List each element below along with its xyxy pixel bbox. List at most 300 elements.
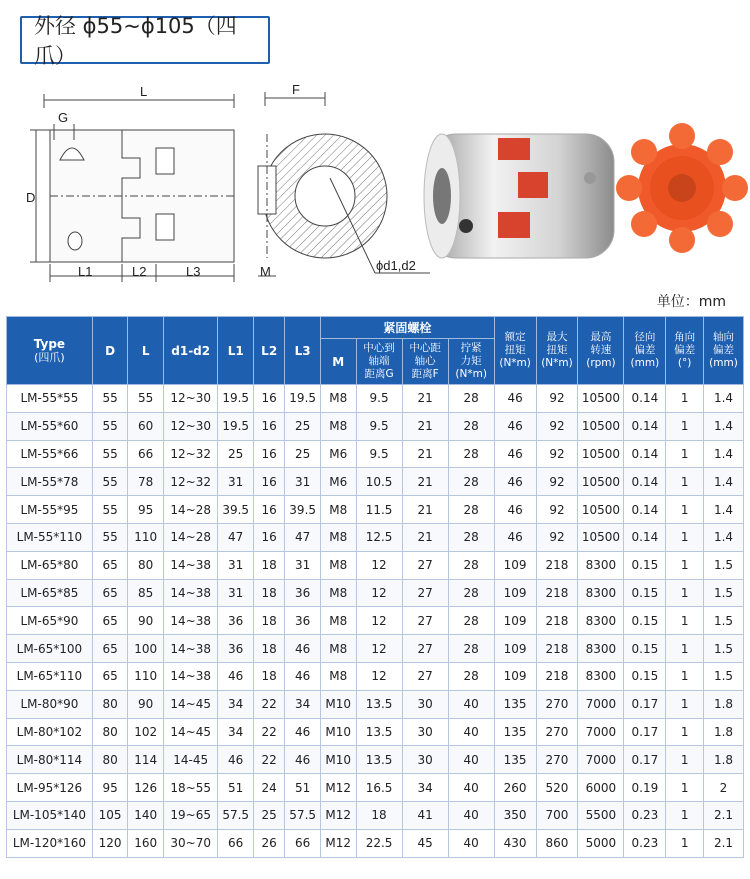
table-cell: 30 (402, 746, 448, 774)
table-cell: 9.5 (356, 412, 402, 440)
table-cell: 95 (128, 496, 164, 524)
table-cell: 18 (253, 607, 284, 635)
table-cell: 36 (285, 579, 321, 607)
label-L1: L1 (78, 264, 93, 279)
table-cell: 46 (285, 662, 321, 690)
table-cell: 7000 (578, 718, 624, 746)
table-cell: 14-45 (163, 746, 217, 774)
table-cell: M12 (320, 801, 356, 829)
col-header-L1: L1 (218, 317, 254, 385)
table-cell: 14~38 (163, 607, 217, 635)
table-cell: 46 (285, 718, 321, 746)
table-cell: 1 (666, 801, 704, 829)
table-cell: M8 (320, 412, 356, 440)
table-cell: 51 (218, 774, 254, 802)
table-cell: 100 (128, 635, 164, 663)
table-cell: 31 (218, 551, 254, 579)
table-cell: 109 (494, 579, 536, 607)
table-cell: 30 (402, 718, 448, 746)
table-cell: 92 (536, 496, 578, 524)
col-header-angular-dev: 角向 偏差 (°) (666, 317, 704, 385)
table-cell: 27 (402, 635, 448, 663)
table-cell: 860 (536, 829, 578, 857)
table-cell: 10500 (578, 440, 624, 468)
table-cell: 46 (494, 523, 536, 551)
table-row (7, 829, 744, 857)
table-cell: 39.5 (218, 496, 254, 524)
table-cell: 28 (448, 523, 494, 551)
table-row (7, 523, 744, 551)
table-cell: 10500 (578, 468, 624, 496)
table-cell: 21 (402, 440, 448, 468)
table-cell: 57.5 (218, 801, 254, 829)
table-cell: LM-65*80 (7, 551, 93, 579)
table-cell: 19.5 (218, 412, 254, 440)
col-header-L: L (128, 317, 164, 385)
table-cell: 12 (356, 551, 402, 579)
table-cell: 14~38 (163, 579, 217, 607)
end-view-drawing (258, 92, 430, 276)
col-header-L2: L2 (253, 317, 284, 385)
label-G: G (58, 110, 69, 125)
table-cell: 2.1 (703, 829, 743, 857)
table-cell: 1.5 (703, 662, 743, 690)
table-row (7, 468, 744, 496)
table-cell: M10 (320, 718, 356, 746)
table-cell: 39.5 (285, 496, 321, 524)
table-cell: 135 (494, 690, 536, 718)
table-cell: 16.5 (356, 774, 402, 802)
table-cell: 0.15 (624, 551, 666, 579)
table-cell: 80 (92, 746, 128, 774)
table-cell: 1.5 (703, 579, 743, 607)
table-cell: 24 (253, 774, 284, 802)
table-cell: 21 (402, 496, 448, 524)
table-cell: 65 (92, 607, 128, 635)
table-row (7, 635, 744, 663)
table-cell: 65 (92, 579, 128, 607)
table-cell: M6 (320, 440, 356, 468)
table-cell: 1.4 (703, 523, 743, 551)
table-cell: 11.5 (356, 496, 402, 524)
table-cell: 14~45 (163, 718, 217, 746)
table-cell: M8 (320, 635, 356, 663)
table-cell: 40 (448, 690, 494, 718)
table-cell: 18 (253, 579, 284, 607)
col-header-radial-dev: 径向 偏差 (mm) (624, 317, 666, 385)
table-cell: 27 (402, 551, 448, 579)
table-cell: 92 (536, 468, 578, 496)
table-cell: 31 (218, 468, 254, 496)
table-cell: 218 (536, 607, 578, 635)
table-cell: 14~38 (163, 662, 217, 690)
table-cell: 14~28 (163, 496, 217, 524)
table-cell: 1.4 (703, 440, 743, 468)
table-cell: 12 (356, 662, 402, 690)
table-cell: 28 (448, 440, 494, 468)
table-cell: 0.23 (624, 829, 666, 857)
table-cell: 19.5 (285, 385, 321, 413)
table-cell: 1.5 (703, 607, 743, 635)
table-cell: 25 (253, 801, 284, 829)
table-cell: 40 (448, 718, 494, 746)
table-cell: 18 (253, 551, 284, 579)
table-cell: 55 (92, 412, 128, 440)
col-group-screw: 紧固螺栓 (320, 317, 494, 339)
table-cell: 46 (218, 746, 254, 774)
table-cell: 13.5 (356, 690, 402, 718)
table-cell: 8300 (578, 551, 624, 579)
table-cell: 1 (666, 829, 704, 857)
table-cell: 46 (218, 662, 254, 690)
table-cell: 12 (356, 607, 402, 635)
table-cell: 21 (402, 468, 448, 496)
table-cell: 218 (536, 662, 578, 690)
spec-table (6, 316, 744, 858)
col-header-L3: L3 (285, 317, 321, 385)
table-cell: LM-65*85 (7, 579, 93, 607)
table-cell: 2 (703, 774, 743, 802)
table-cell: 55 (92, 523, 128, 551)
table-cell: 21 (402, 385, 448, 413)
table-cell: 14~45 (163, 690, 217, 718)
table-cell: 55 (92, 385, 128, 413)
table-cell: 65 (92, 662, 128, 690)
table-cell: 36 (218, 635, 254, 663)
page-title: 外径 ϕ55~ϕ105（四爪） (34, 14, 237, 68)
table-cell: 1 (666, 718, 704, 746)
table-cell: 40 (448, 801, 494, 829)
table-cell: 105 (92, 801, 128, 829)
table-cell: 55 (128, 385, 164, 413)
table-cell: LM-65*110 (7, 662, 93, 690)
table-cell: 18~55 (163, 774, 217, 802)
table-cell: 2.1 (703, 801, 743, 829)
table-cell: 12~30 (163, 385, 217, 413)
table-cell: 1 (666, 774, 704, 802)
table-cell: 80 (128, 551, 164, 579)
table-row (7, 412, 744, 440)
table-cell: 16 (253, 523, 284, 551)
table-cell: 7000 (578, 746, 624, 774)
table-cell: 1 (666, 635, 704, 663)
table-cell: 0.14 (624, 468, 666, 496)
col-header-max-speed: 最高 转速 (rpm) (578, 317, 624, 385)
table-cell: 1 (666, 746, 704, 774)
table-cell: 5000 (578, 829, 624, 857)
table-cell: 700 (536, 801, 578, 829)
table-cell: 30~70 (163, 829, 217, 857)
table-cell: 27 (402, 662, 448, 690)
table-cell: 1.5 (703, 635, 743, 663)
table-cell: 13.5 (356, 746, 402, 774)
page-title-box (20, 14, 270, 68)
table-cell: 12 (356, 579, 402, 607)
table-cell: 28 (448, 579, 494, 607)
table-cell: 0.23 (624, 801, 666, 829)
table-cell: 18 (253, 635, 284, 663)
table-cell: 78 (128, 468, 164, 496)
table-cell: 45 (402, 829, 448, 857)
table-cell: 10500 (578, 385, 624, 413)
table-cell: 1 (666, 579, 704, 607)
table-cell: 16 (253, 440, 284, 468)
table-cell: 218 (536, 579, 578, 607)
table-cell: 0.14 (624, 523, 666, 551)
table-cell: 55 (92, 496, 128, 524)
table-cell: LM-120*160 (7, 829, 93, 857)
table-cell: 260 (494, 774, 536, 802)
table-cell: 26 (253, 829, 284, 857)
table-cell: 90 (128, 690, 164, 718)
table-cell: 12~32 (163, 468, 217, 496)
table-cell: 55 (92, 440, 128, 468)
table-row (7, 607, 744, 635)
table-cell: 28 (448, 385, 494, 413)
table-cell: 218 (536, 551, 578, 579)
table-cell: 28 (448, 662, 494, 690)
table-cell: 16 (253, 412, 284, 440)
table-cell: 55 (92, 468, 128, 496)
table-cell: LM-80*90 (7, 690, 93, 718)
table-cell: 120 (92, 829, 128, 857)
table-row (7, 801, 744, 829)
table-cell: 22 (253, 746, 284, 774)
table-cell: 51 (285, 774, 321, 802)
table-cell: M8 (320, 496, 356, 524)
table-cell: 160 (128, 829, 164, 857)
table-cell: 46 (494, 412, 536, 440)
table-cell: 47 (285, 523, 321, 551)
table-cell: 57.5 (285, 801, 321, 829)
table-cell: 1.8 (703, 746, 743, 774)
table-cell: 109 (494, 607, 536, 635)
table-cell: 0.19 (624, 774, 666, 802)
table-cell: 47 (218, 523, 254, 551)
table-cell: LM-55*55 (7, 385, 93, 413)
table-row (7, 718, 744, 746)
table-cell: 13.5 (356, 718, 402, 746)
table-cell: 109 (494, 635, 536, 663)
table-cell: 40 (448, 774, 494, 802)
table-cell: 31 (285, 468, 321, 496)
label-D: D (26, 190, 36, 205)
table-cell: 22 (253, 690, 284, 718)
table-cell: 31 (285, 551, 321, 579)
table-cell: 8300 (578, 635, 624, 663)
table-cell: 92 (536, 523, 578, 551)
col-header-axial-dev: 轴向 偏差 (mm) (703, 317, 743, 385)
table-cell: 110 (128, 662, 164, 690)
table-row (7, 774, 744, 802)
table-cell: 0.14 (624, 385, 666, 413)
table-cell: 92 (536, 440, 578, 468)
table-cell: 92 (536, 412, 578, 440)
col-header-F: 中心距 轴心 距离F (402, 339, 448, 385)
table-row (7, 690, 744, 718)
table-cell: 66 (218, 829, 254, 857)
table-cell: 1.4 (703, 468, 743, 496)
table-cell: 28 (448, 607, 494, 635)
table-cell: 21 (402, 523, 448, 551)
spider-insert-photo (616, 123, 748, 253)
table-cell: 14~28 (163, 523, 217, 551)
table-cell: 135 (494, 718, 536, 746)
table-cell: 40 (448, 829, 494, 857)
table-cell: LM-80*114 (7, 746, 93, 774)
table-cell: 1 (666, 690, 704, 718)
col-header-type: Type (四爪) (7, 317, 93, 385)
table-cell: 46 (494, 385, 536, 413)
table-cell: 18 (253, 662, 284, 690)
table-cell: 1.4 (703, 385, 743, 413)
table-cell: 1 (666, 468, 704, 496)
table-cell: LM-55*78 (7, 468, 93, 496)
table-cell: 5500 (578, 801, 624, 829)
table-cell: M8 (320, 662, 356, 690)
table-cell: 270 (536, 718, 578, 746)
table-cell: 1 (666, 523, 704, 551)
table-cell: 0.14 (624, 440, 666, 468)
table-cell: 0.17 (624, 746, 666, 774)
table-cell: 110 (128, 523, 164, 551)
table-cell: 12~30 (163, 412, 217, 440)
table-cell: LM-80*102 (7, 718, 93, 746)
table-cell: 0.17 (624, 690, 666, 718)
table-cell: 102 (128, 718, 164, 746)
table-cell: 40 (448, 746, 494, 774)
col-header-max-torque: 最大 扭矩 (N*m) (536, 317, 578, 385)
table-row (7, 746, 744, 774)
table-cell: 19~65 (163, 801, 217, 829)
table-cell: M10 (320, 690, 356, 718)
table-cell: 126 (128, 774, 164, 802)
table-cell: M6 (320, 468, 356, 496)
label-L: L (140, 84, 148, 99)
table-cell: 22 (253, 718, 284, 746)
table-cell: 14~38 (163, 635, 217, 663)
table-cell: 0.14 (624, 412, 666, 440)
table-cell: 350 (494, 801, 536, 829)
table-cell: M8 (320, 551, 356, 579)
table-cell: 34 (285, 690, 321, 718)
table-cell: 114 (128, 746, 164, 774)
table-cell: 10500 (578, 412, 624, 440)
label-F: F (292, 82, 300, 97)
table-cell: LM-105*140 (7, 801, 93, 829)
table-cell: 109 (494, 551, 536, 579)
table-cell: 27 (402, 607, 448, 635)
col-header-M: M (320, 339, 356, 385)
coupling-diagram (0, 78, 750, 290)
table-cell: 27 (402, 579, 448, 607)
table-cell: 1.8 (703, 718, 743, 746)
table-cell: 12.5 (356, 523, 402, 551)
col-header-D: D (92, 317, 128, 385)
table-cell: 7000 (578, 690, 624, 718)
table-cell: LM-65*100 (7, 635, 93, 663)
table-cell: 41 (402, 801, 448, 829)
table-cell: 80 (92, 718, 128, 746)
table-row (7, 551, 744, 579)
table-cell: 34 (218, 690, 254, 718)
table-cell: 14~38 (163, 551, 217, 579)
table-cell: 0.15 (624, 607, 666, 635)
table-cell: 25 (218, 440, 254, 468)
table-cell: 28 (448, 496, 494, 524)
table-cell: 46 (285, 635, 321, 663)
table-cell: 19.5 (218, 385, 254, 413)
table-cell: 34 (402, 774, 448, 802)
table-cell: 16 (253, 385, 284, 413)
table-cell: 36 (285, 607, 321, 635)
table-cell: M8 (320, 579, 356, 607)
table-cell: 270 (536, 746, 578, 774)
col-header-G: 中心到 轴端 距离G (356, 339, 402, 385)
table-cell: 28 (448, 635, 494, 663)
table-cell: 0.15 (624, 662, 666, 690)
label-bore-diameter: ϕd1,d2 (376, 258, 416, 273)
table-cell: 140 (128, 801, 164, 829)
table-cell: 1.8 (703, 690, 743, 718)
table-cell: 95 (92, 774, 128, 802)
table-row (7, 662, 744, 690)
table-cell: M12 (320, 829, 356, 857)
table-cell: 36 (218, 607, 254, 635)
table-cell: 0.15 (624, 635, 666, 663)
coupling-photo (424, 134, 614, 258)
col-header-rated-torque: 额定 扭矩 (N*m) (494, 317, 536, 385)
table-cell: 16 (253, 468, 284, 496)
table-cell: 218 (536, 635, 578, 663)
table-cell: 270 (536, 690, 578, 718)
table-cell: 0.15 (624, 579, 666, 607)
table-cell: 9.5 (356, 440, 402, 468)
table-cell: M10 (320, 746, 356, 774)
table-cell: 31 (218, 579, 254, 607)
table-cell: 28 (448, 468, 494, 496)
table-cell: 0.17 (624, 718, 666, 746)
table-cell: 21 (402, 412, 448, 440)
table-cell: 46 (494, 440, 536, 468)
table-cell: 0.14 (624, 496, 666, 524)
table-cell: M12 (320, 774, 356, 802)
table-cell: 46 (285, 746, 321, 774)
unit-label: 单位：mm (656, 294, 726, 310)
table-cell: 66 (128, 440, 164, 468)
table-cell: LM-55*95 (7, 496, 93, 524)
table-cell: 1 (666, 412, 704, 440)
spec-table-body (7, 385, 744, 858)
table-cell: 8300 (578, 662, 624, 690)
table-cell: 80 (92, 690, 128, 718)
table-cell: 85 (128, 579, 164, 607)
table-cell: 6000 (578, 774, 624, 802)
table-row (7, 385, 744, 413)
table-cell: LM-65*90 (7, 607, 93, 635)
table-row (7, 579, 744, 607)
table-cell: 90 (128, 607, 164, 635)
table-cell: 34 (218, 718, 254, 746)
table-cell: 1 (666, 551, 704, 579)
table-cell: 135 (494, 746, 536, 774)
table-cell: 1 (666, 496, 704, 524)
table-cell: 1 (666, 440, 704, 468)
table-cell: 1.4 (703, 496, 743, 524)
table-cell: 16 (253, 496, 284, 524)
table-cell: 22.5 (356, 829, 402, 857)
table-cell: 8300 (578, 579, 624, 607)
